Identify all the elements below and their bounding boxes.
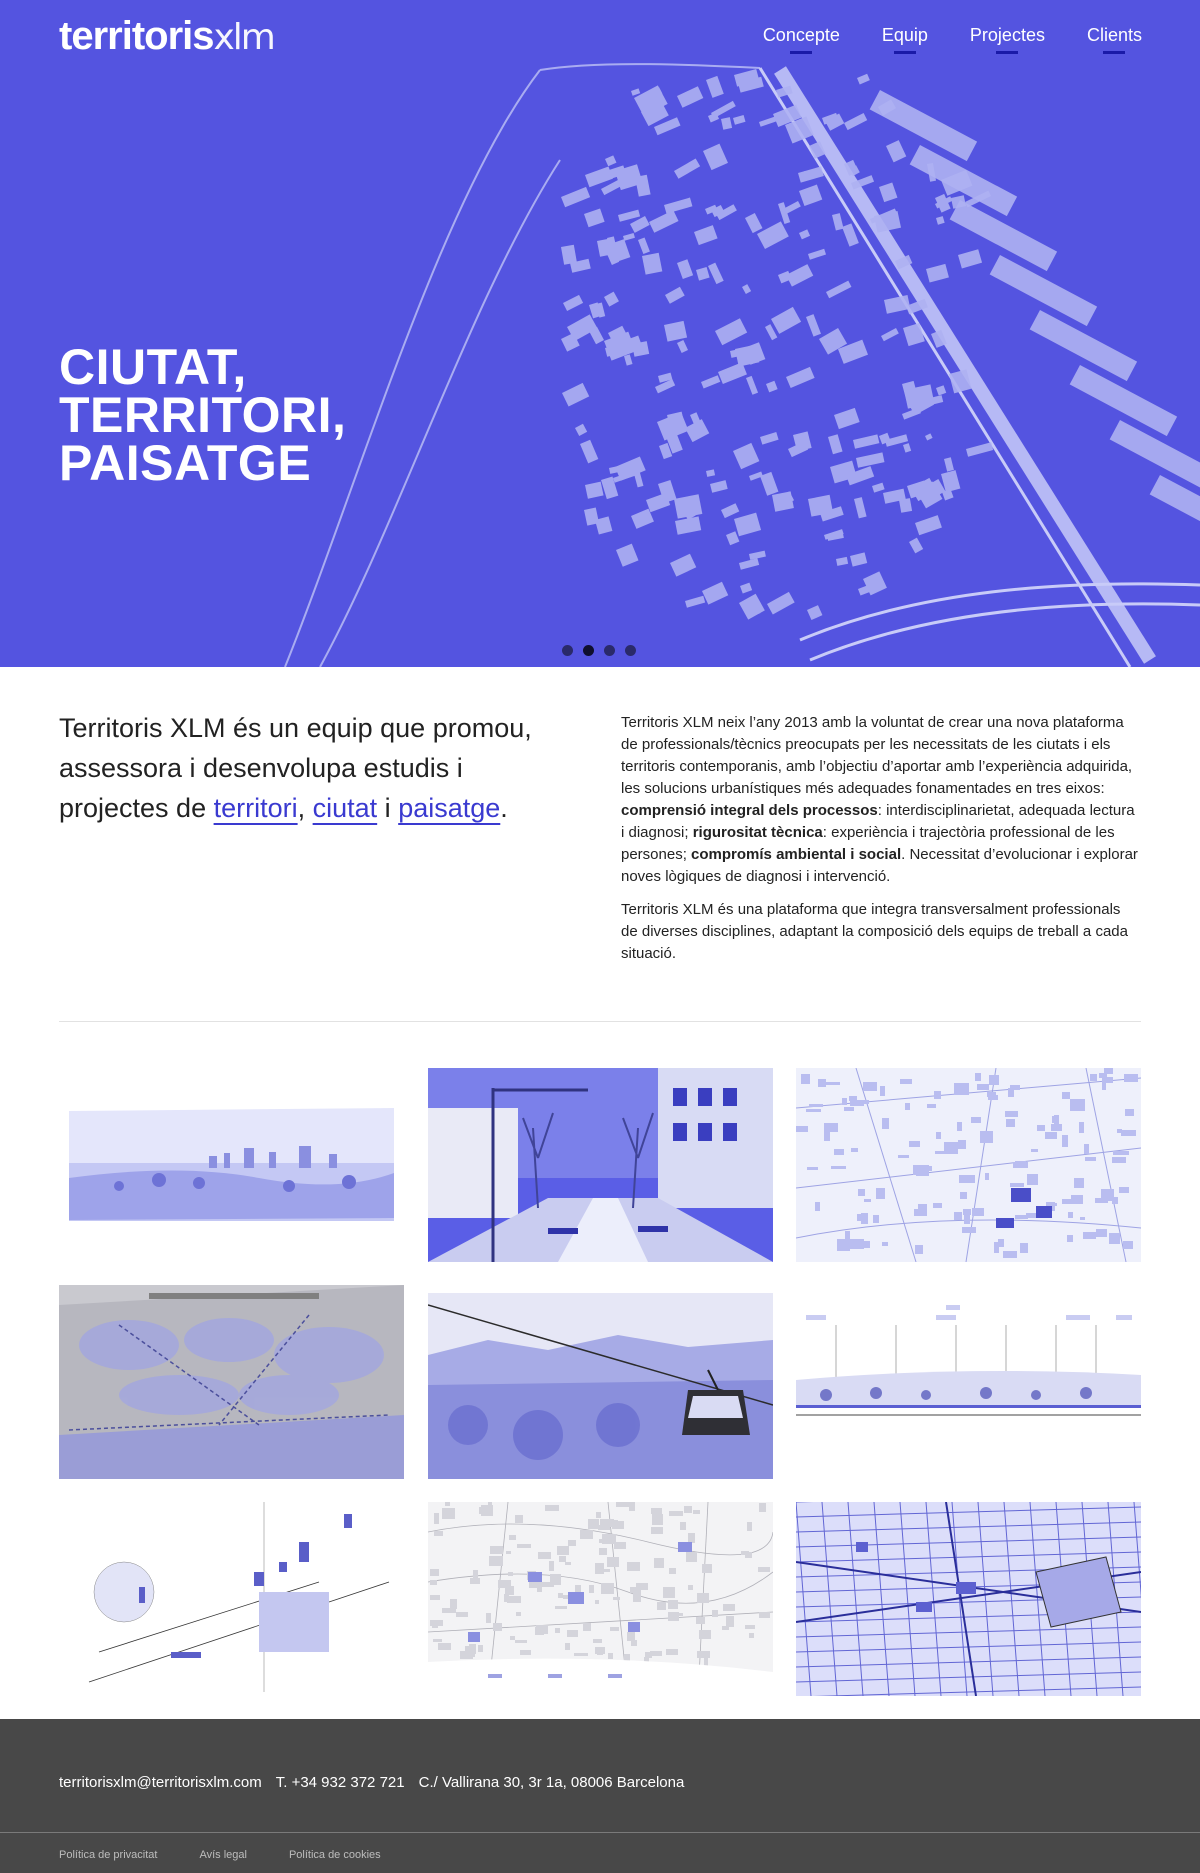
site-logo[interactable]: territorisxlm (59, 14, 274, 58)
link-ciutat[interactable]: ciutat (312, 793, 378, 823)
link-legal-notice[interactable]: Avís legal (199, 1849, 247, 1861)
footer-phone: T. +34 932 372 721 (275, 1774, 405, 1791)
link-privacy-policy[interactable]: Política de privacitat (59, 1849, 158, 1861)
nav-item-equip[interactable]: Equip (881, 25, 928, 45)
hero-map-image (0, 0, 1200, 667)
hero-section (0, 0, 1200, 667)
footer-legal-links (59, 1849, 381, 1861)
intro-body (621, 712, 1141, 976)
link-paisatge[interactable]: paisatge (398, 793, 501, 823)
footer-contact (59, 1774, 684, 1791)
slider-dots (562, 645, 636, 656)
project-section-elevation[interactable] (796, 1285, 1141, 1479)
slider-dot-4[interactable] (625, 645, 636, 656)
hero-title-line-1: CIUTAT, (59, 339, 247, 395)
slider-dot-1[interactable] (562, 645, 573, 656)
hero-title (59, 339, 347, 491)
nav-item-concepte[interactable]: Concepte (762, 25, 840, 45)
intro-paragraph-2: Territoris XLM és una plataforma que integra transversalment professionals de diverses disciplines, adaptant la composició dels equips de treball a cada situació. (621, 901, 1128, 962)
footer-divider (0, 1832, 1200, 1833)
project-riverside-panorama[interactable] (59, 1068, 404, 1262)
project-city-plan[interactable] (796, 1068, 1141, 1262)
slider-dot-2[interactable] (583, 645, 594, 656)
project-cable-car-landscape[interactable] (428, 1285, 773, 1479)
slider-dot-3[interactable] (604, 645, 615, 656)
nav-item-clients[interactable]: Clients (1086, 25, 1142, 45)
nav-item-projectes[interactable]: Projectes (969, 25, 1045, 45)
intro-lead: Territoris XLM és un equip que promou, assessora i desenvolupa estudis i projectes de territori, ciutat i paisatge. (59, 713, 532, 823)
hero-title-line-2: TERRITORI, (59, 387, 347, 443)
site-footer (0, 1719, 1200, 1873)
section-divider (59, 1021, 1141, 1022)
project-street-boulevard[interactable] (428, 1068, 773, 1262)
footer-email-link[interactable]: territorisxlm@territorisxlm.com (59, 1774, 262, 1791)
footer-address: C./ Vallirana 30, 3r 1a, 08006 Barcelona (418, 1774, 685, 1791)
intro-paragraph-1: Territoris XLM neix l’any 2013 amb la voluntat de crear una nova plataforma de professionals/tècnics preocupats per les necessitats de les ciutats i els territoris contemporanis, amb l’objectiu d’aportar amb l’experiència adquirida, les solucions urbanístiques més adequades fonamentades en tres eixos: comprensió integral dels processos: interdisciplinarietat, adequada lectura i diagnosi; rigurositat tècnica: experiència i trajectòria professional de les persones; compromís ambiental i social. Necessitat d’evolucionar i explorar noves lògiques de diagnosi i intervenció. (621, 714, 1138, 885)
project-aerial-coastal-city[interactable] (59, 1285, 404, 1479)
project-diagram-axonometric[interactable] (59, 1502, 404, 1696)
hero-title-line-3: PAISATGE (59, 435, 312, 491)
link-cookie-policy[interactable]: Política de cookies (288, 1849, 381, 1861)
main-nav (763, 25, 1142, 46)
project-urban-grid-plan[interactable] (796, 1502, 1141, 1696)
project-coastal-town-plan[interactable] (428, 1502, 773, 1696)
link-territori[interactable]: territori (213, 793, 298, 823)
